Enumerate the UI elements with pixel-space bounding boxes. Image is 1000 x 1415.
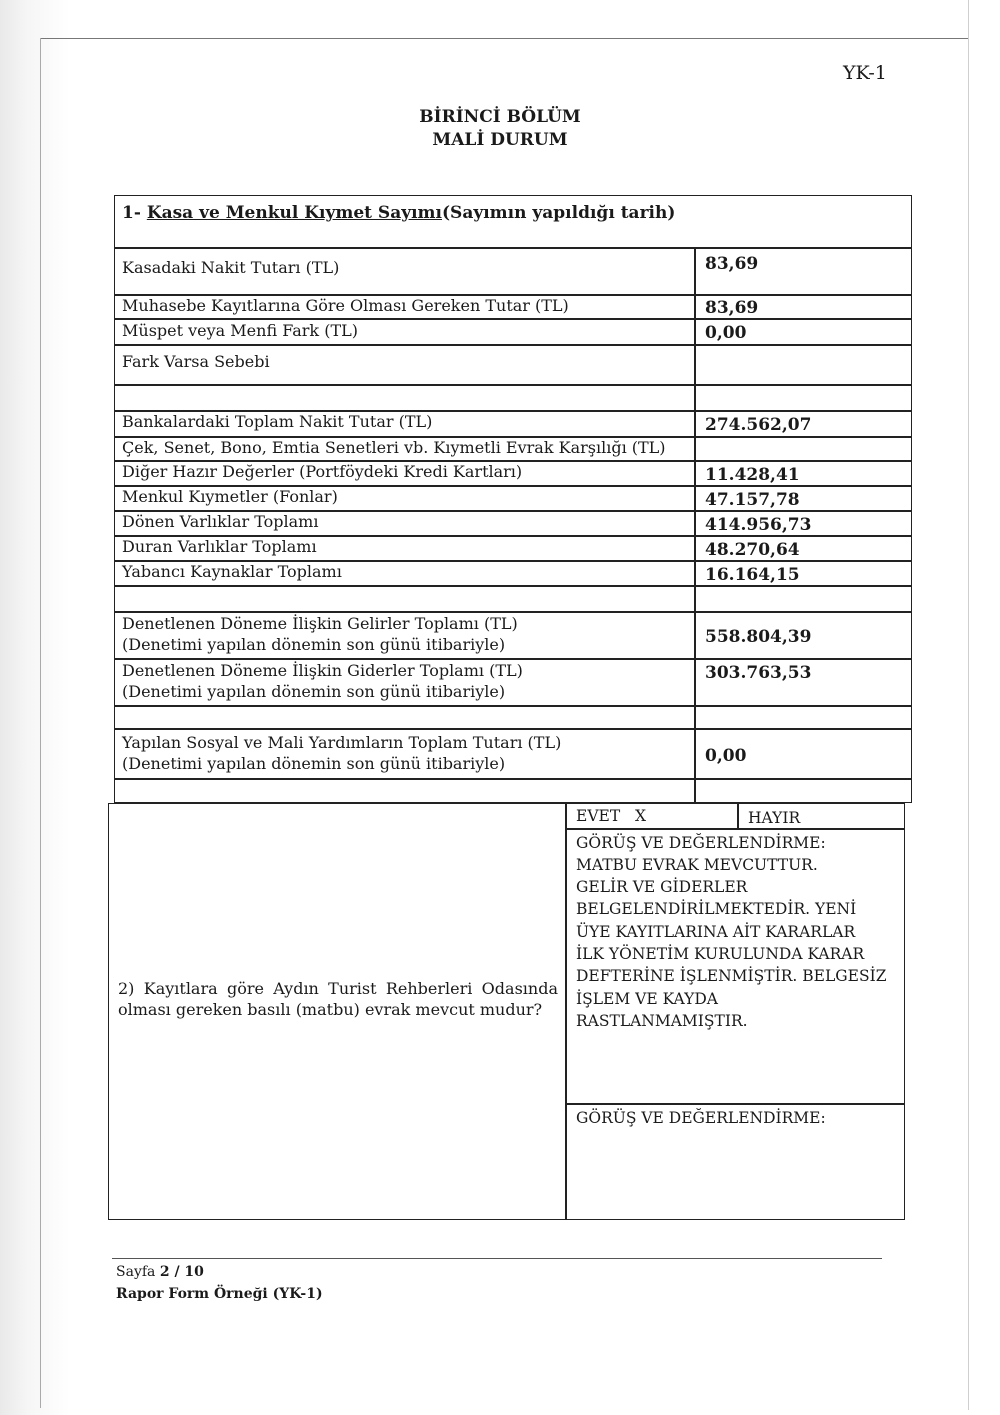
row-value-other-liquid: 11.428,41 xyxy=(705,465,800,485)
row-label-other-liquid: Diğer Hazır Değerler (Portföydeki Kredi Kartları) xyxy=(122,462,523,481)
income-value: 558.804,39 xyxy=(705,627,812,647)
page-frame-right xyxy=(968,0,969,1410)
no-label: HAYIR xyxy=(748,809,801,827)
row-value-fixed-assets: 48.270,64 xyxy=(705,540,800,560)
row-label-marketable-securities: Menkul Kıymetler (Fonlar) xyxy=(122,487,338,506)
aid-label: Yapılan Sosyal ve Mali Yardımların Toplam Tutarı (TL) xyxy=(122,733,562,752)
form-code: YK-1 xyxy=(843,62,887,84)
row-value-bank-cash: 274.562,07 xyxy=(705,415,812,435)
row-label-securities-docs: Çek, Senet, Bono, Emtia Senetleri vb. Kıymetli Evrak Karşılığı (TL) xyxy=(122,438,666,457)
evaluation-heading: GÖRÜŞ VE DEĞERLENDİRME: xyxy=(576,834,826,852)
row-label-difference-reason: Fark Varsa Sebebi xyxy=(122,352,270,371)
evaluation-line: BELGELENDİRİLMEKTEDİR. YENİ xyxy=(576,900,857,918)
row-label-bank-cash: Bankalardaki Toplam Nakit Tutar (TL) xyxy=(122,412,433,431)
income-label: Denetlenen Döneme İlişkin Gelirler Toplamı (TL) xyxy=(122,614,518,633)
expense-value: 303.763,53 xyxy=(705,663,812,683)
evaluation-line: ÜYE KAYITLARINA AİT KARARLAR xyxy=(576,923,856,941)
evaluation-heading-2: GÖRÜŞ VE DEĞERLENDİRME: xyxy=(576,1109,826,1127)
page-heading xyxy=(0,106,1000,152)
aid-value: 0,00 xyxy=(705,746,747,766)
evaluation-line: İLK YÖNETİM KURULUNDA KARAR xyxy=(576,945,865,963)
expense-label: Denetlenen Döneme İlişkin Giderler Toplamı (TL) xyxy=(122,661,523,680)
question-2: 2) Kayıtlara göre Aydın Turist Rehberleri Odasında olması gereken basılı (matbu) evrak mevcut mudur? xyxy=(118,979,558,1019)
row-label-current-assets: Dönen Varlıklar Toplamı xyxy=(122,512,319,531)
row-value-difference: 0,00 xyxy=(705,323,747,343)
evaluation-line: RASTLANMAMIŞTIR. xyxy=(576,1012,748,1030)
footer-rule xyxy=(112,1258,882,1259)
row-value-marketable-securities: 47.157,78 xyxy=(705,490,800,510)
yes-mark: X xyxy=(634,807,646,825)
expense-sublabel: (Denetimi yapılan dönemin son günü itibariyle) xyxy=(122,682,506,701)
row-label-accounting-amount: Muhasebe Kayıtlarına Göre Olması Gereken Tutar (TL) xyxy=(122,296,569,315)
row-label-cash: Kasadaki Nakit Tutarı (TL) xyxy=(122,258,340,277)
part-title: BİRİNCİ BÖLÜM xyxy=(419,107,581,127)
row-label-fixed-assets: Duran Varlıklar Toplamı xyxy=(122,537,317,556)
aid-sublabel: (Denetimi yapılan dönemin son günü itibariyle) xyxy=(122,754,506,773)
scan-edge xyxy=(0,0,70,1415)
row-label-liabilities: Yabancı Kaynaklar Toplamı xyxy=(122,562,342,581)
row-value-accounting-amount: 83,69 xyxy=(705,298,759,318)
section1-title: 1- Kasa ve Menkul Kıymet Sayımı(Sayımın yapıldığı tarih) xyxy=(122,203,676,223)
page-frame-top xyxy=(40,38,968,39)
income-sublabel: (Denetimi yapılan dönemin son günü itibariyle) xyxy=(122,635,506,654)
row-value-current-assets: 414.956,73 xyxy=(705,515,812,535)
yes-label: EVET X xyxy=(576,807,646,825)
evaluation-line: MATBU EVRAK MEVCUTTUR. xyxy=(576,856,818,874)
evaluation-line: GELİR VE GİDERLER xyxy=(576,878,748,896)
page-number: Sayfa 2 / 10 xyxy=(116,1264,204,1280)
row-value-cash: 83,69 xyxy=(705,254,759,274)
row-value-liabilities: 16.164,15 xyxy=(705,565,800,585)
page-frame-left xyxy=(40,38,41,1408)
evaluation-line: DEFTERİNE İŞLENMİŞTİR. BELGESİZ xyxy=(576,967,887,985)
form-name: Rapor Form Örneği (YK-1) xyxy=(116,1286,323,1302)
evaluation-line: İŞLEM VE KAYDA xyxy=(576,990,718,1008)
page-title: MALİ DURUM xyxy=(432,130,568,150)
row-label-difference: Müspet veya Menfi Fark (TL) xyxy=(122,321,358,340)
